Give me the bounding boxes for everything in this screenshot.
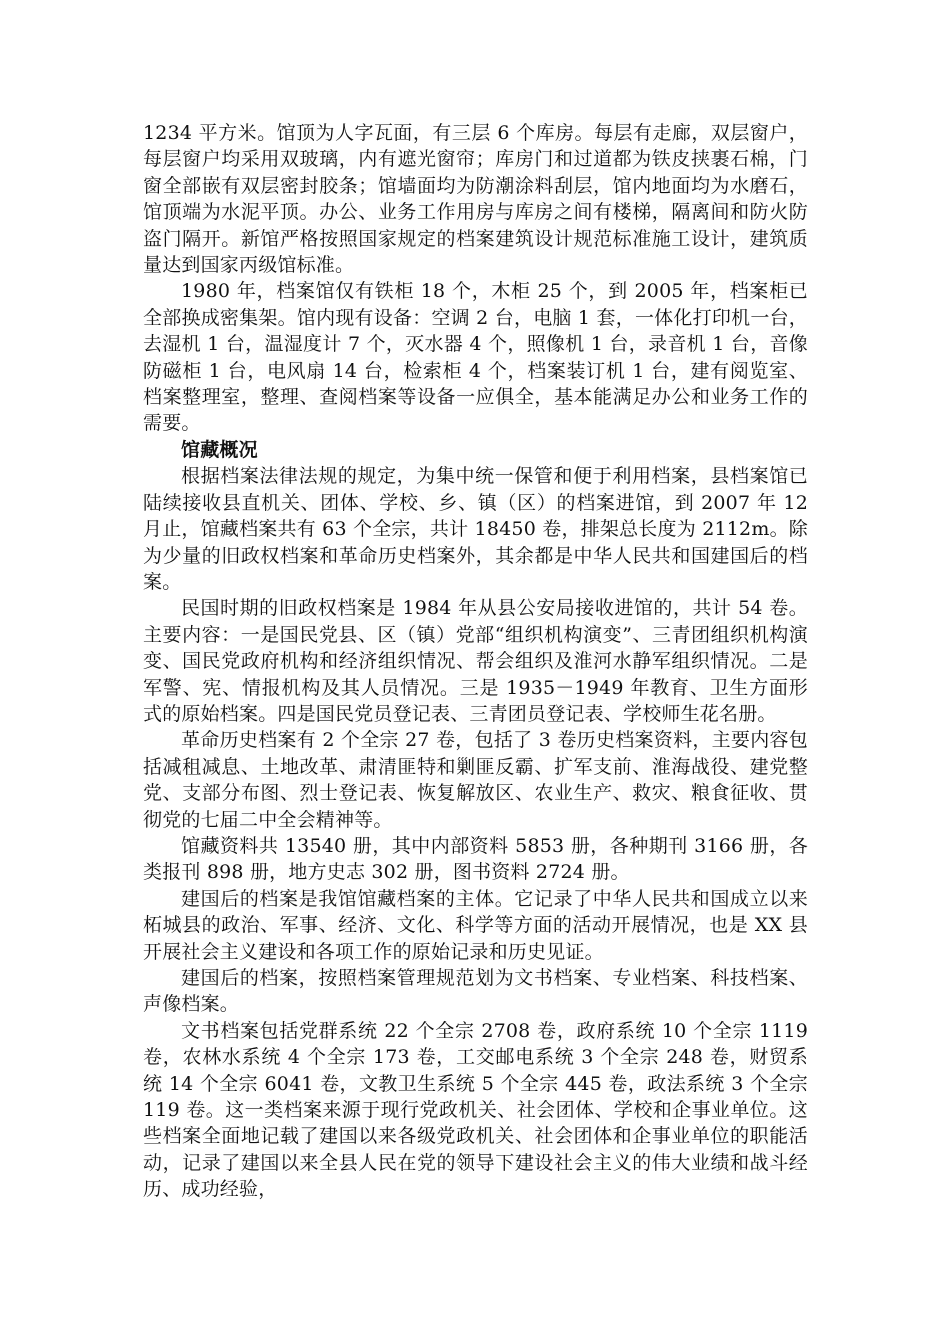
paragraph-revolutionary: 革命历史档案有 2 个全宗 27 卷，包括了 3 卷历史档案资料，主要内容包括减租减息、土地改革、肃清匪特和剿匪反霸、扩军支前、淮海战役、建党整党、支部分布图、烈士登记表、恢复解放区、农业生产、救灾、粮食征收、贯彻党的七届二中全会精神等。 [143, 729, 808, 831]
paragraph-document-archives: 文书档案包括党群系统 22 个全宗 2708 卷，政府系统 10 个全宗 1119 卷，农林水系统 4 个全宗 173 卷，工交邮电系统 3 个全宗 248 卷，财贸系统 14 个全宗 6041 卷，文教卫生系统 5 个全宗 445 卷，政法系统 3 个全宗 119 卷。这一类档案来源于现行党政机关、社会团体、学校和企事业单位。这些档案全面地记载了建国以来各级党政机关、社会团体和企事业单位的职能活动，记录了建国以来全县人民在党的领导下建设社会主义的伟大业绩和战斗经历、成功经验， [143, 1019, 808, 1201]
paragraph-republic-era: 民国时期的旧政权档案是 1984 年从县公安局接收进馆的，共计 54 卷。主要内容：一是国民党县、区（镇）党部“组织机构演变”、三青团组织机构演变、国民党政府机构和经济组织情况、帮会组织及淮河水静军组织情况。二是军警、宪、情报机构及其人员情况。三是 1935－1949 年教育、卫生方面形式的原始档案。四是国民党员登记表、三青团员登记表、学校师生花名册。 [143, 597, 808, 725]
paragraph-holdings-overview: 根据档案法律法规的规定，为集中统一保管和便于利用档案，县档案馆已陆续接收县直机关、团体、学校、乡、镇（区）的档案进馆，到 2007 年 12 月止，馆藏档案共有 63 个全宗，共计 18450 卷，排架总长度为 2112m。除为少量的旧政权档案和革命历史档案外，其余都是中华人民共和国建国后的档案。 [143, 465, 808, 593]
paragraph-post-founding: 建国后的档案是我馆馆藏档案的主体。它记录了中华人民共和国成立以来柘城县的政治、军事、经济、文化、科学等方面的活动开展情况，也是 XX 县开展社会主义建设和各项工作的原始记录和历史见证。 [143, 887, 808, 963]
paragraph-materials: 馆藏资料共 13540 册，其中内部资料 5853 册，各种期刊 3166 册，各类报刊 898 册，地方史志 302 册，图书资料 2724 册。 [143, 834, 808, 884]
paragraph-equipment: 1980 年，档案馆仅有铁柜 18 个，木柜 25 个，到 2005 年，档案柜已全部换成密集架。馆内现有设备：空调 2 台，电脑 1 套，一体化打印机一台，去湿机 1 台，温湿度计 7 个，灭水器 4 个，照像机 1 台，录音机 1 台，音像防磁柜 1 台，电风扇 14 台，检索柜 4 个，档案装订机 1 台，建有阅览室、档案整理室，整理、查阅档案等设备一应俱全，基本能满足办公和业务工作的需要。 [143, 280, 808, 435]
paragraph-categories: 建国后的档案，按照档案管理规范划为文书档案、专业档案、科技档案、声像档案。 [143, 967, 808, 1016]
paragraph-building: 1234 平方米。馆顶为人字瓦面，有三层 6 个库房。每层有走廊，双层窗户，每层窗户均采用双玻璃，内有遮光窗帘；库房门和过道都为铁皮挟裹石棉，门窗全部嵌有双层密封胶条；馆墙面均为防潮涂料刮层，馆内地面均为水磨石，馆顶端为水泥平顶。办公、业务工作用房与库房之间有楼梯，隔离间和防火防盗门隔开。新馆严格按照国家规定的档案建筑设计规范标准施工设计，建筑质量达到国家丙级馆标准。 [143, 122, 808, 277]
section-heading: 馆藏概况 [181, 438, 258, 461]
document-page [143, 120, 808, 1203]
